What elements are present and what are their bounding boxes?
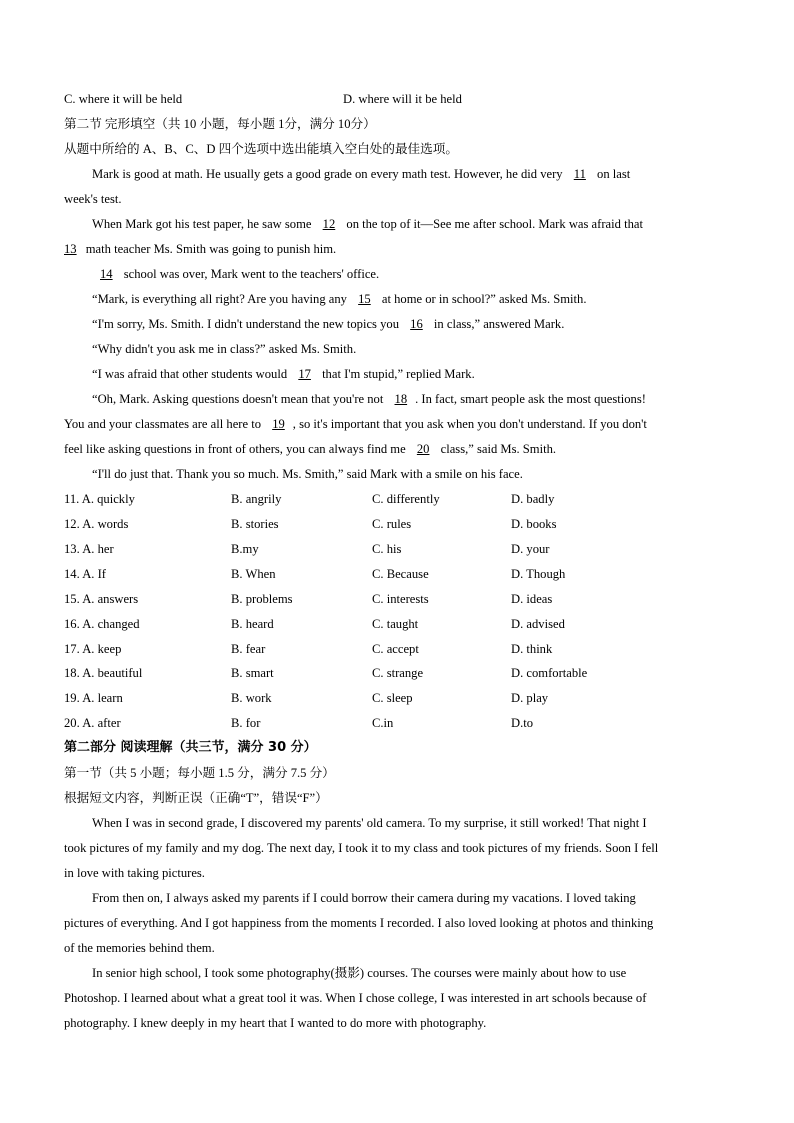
section-title: 第二节 完形填空（共 10 小题，每小题 1分，满分 10分） (64, 117, 376, 131)
option-line-top-d (343, 90, 462, 108)
question-row (64, 515, 732, 533)
option-b: B. work (231, 691, 272, 705)
reading-line: in love with taking pictures. (64, 866, 205, 880)
option-b: B.my (231, 542, 259, 556)
option-a: 12. A. words (64, 517, 129, 531)
option-a: 19. A. learn (64, 691, 123, 705)
passage-line: “I'll do just that. Thank you so much. Ms. Smith,” said Mark with a smile on his face. (92, 467, 523, 481)
reading-line: took pictures of my family and my dog. The next day, I took it to my class and took pictures of my friends. Soon I fell (64, 841, 659, 855)
option-a: 20. A. after (64, 716, 121, 730)
option-c: C. where it will be held (64, 92, 183, 106)
question-row (64, 664, 732, 682)
option-c: C. taught (372, 617, 419, 631)
option-c: C. rules (372, 517, 412, 531)
blank-17: 17 (298, 367, 311, 381)
reading-line: photography. I knew deeply in my heart that I wanted to do more with photography. (64, 1016, 487, 1030)
reading-line: of the memories behind them. (64, 941, 215, 955)
section-instruction: 从题中所给的 A、B、C、D 四个选项中选出能填入空白处的最佳选项。 (64, 142, 458, 156)
option-d: D. Though (511, 567, 566, 581)
passage-line: “Mark, is everything all right? Are you having any 15 at home or in school?” asked Ms. Smith. (92, 292, 587, 306)
option-b: B. for (231, 716, 261, 730)
option-a: 17. A. keep (64, 642, 122, 656)
option-b: B. angrily (231, 492, 282, 506)
option-line-top (64, 90, 182, 108)
question-row (64, 714, 732, 732)
question-row (64, 640, 732, 658)
blank-19: 19 (272, 417, 285, 431)
option-d: D. think (511, 642, 553, 656)
passage-line: You and your classmates are all here to 19 , so it's important that you ask when you don't understand. If you don't (64, 417, 647, 431)
option-d: D.to (511, 716, 534, 730)
passage-line: Mark is good at math. He usually gets a good grade on every math test. However, he did very 11 on last (92, 167, 631, 181)
option-c: C. strange (372, 666, 424, 680)
option-b: B. heard (231, 617, 274, 631)
option-c: C.in (372, 716, 394, 730)
question-row (64, 565, 732, 583)
section-title: 第一节（共 5 小题；每小题 1.5 分，满分 7.5 分） (64, 766, 335, 780)
passage-line: “I'm sorry, Ms. Smith. I didn't understand the new topics you 16 in class,” answered Mark. (92, 317, 565, 331)
reading-line: When I was in second grade, I discovered my parents' old camera. To my surprise, it still worked! That night I (92, 816, 647, 830)
option-d: D. books (511, 517, 557, 531)
passage-line: feel like asking questions in front of others, you can always find me 20 class,” said Ms. Smith. (64, 442, 557, 456)
option-c: C. Because (372, 567, 429, 581)
question-row (64, 590, 732, 608)
blank-20: 20 (416, 442, 430, 456)
reading-line: From then on, I always asked my parents if I could borrow their camera during my vacations. I loved taking (92, 891, 636, 905)
option-a: 14. A. If (64, 567, 106, 581)
option-d: D. badly (511, 492, 555, 506)
option-c: C. interests (372, 592, 429, 606)
option-d: D. advised (511, 617, 565, 631)
option-a: 16. A. changed (64, 617, 140, 631)
option-b: B. When (231, 567, 276, 581)
option-b: B. problems (231, 592, 293, 606)
passage-line: week's test. (64, 192, 122, 206)
option-b: B. stories (231, 517, 279, 531)
option-a: 11. A. quickly (64, 492, 135, 506)
option-d: D. your (511, 542, 550, 556)
option-b: B. fear (231, 642, 266, 656)
blank-12: 12 (322, 217, 336, 231)
passage-line: 14 school was over, Mark went to the teachers' office. (92, 265, 379, 283)
section-instruction: 根据短文内容，判断正误（正确“T”，错误“F”） (64, 791, 328, 805)
passage-line: 13 math teacher Ms. Smith was going to punish him. (64, 242, 337, 256)
blank-13: 13 (64, 242, 77, 256)
option-c: C. differently (372, 492, 440, 506)
passage-line: “Why didn't you ask me in class?” asked Ms. Smith. (92, 342, 357, 356)
blank-11: 11 (573, 167, 586, 181)
option-c: C. accept (372, 642, 419, 656)
option-d: D. comfortable (511, 666, 588, 680)
option-d: D. play (511, 691, 549, 705)
passage-line: “I was afraid that other students would 17 that I'm stupid,” replied Mark. (92, 367, 475, 381)
blank-14: 14 (100, 267, 113, 281)
blank-15: 15 (358, 292, 371, 306)
option-a: 13. A. her (64, 542, 114, 556)
question-row (64, 615, 732, 633)
option-d: D. where will it be held (343, 92, 462, 106)
reading-line: pictures of everything. And I got happiness from the moments I recorded. I also loved looking at photos and thinking (64, 916, 654, 930)
part-title: 第二部分 阅读理解（共三节，满分 30 分） (64, 740, 317, 755)
question-row (64, 490, 732, 508)
option-b: B. smart (231, 666, 274, 680)
blank-18: 18 (394, 392, 408, 406)
option-a: 15. A. answers (64, 592, 139, 606)
option-c: C. sleep (372, 691, 413, 705)
option-d: D. ideas (511, 592, 553, 606)
reading-line: In senior high school, I took some photography(摄影) courses. The courses were mainly about how to use (92, 966, 627, 980)
option-c: C. his (372, 542, 402, 556)
question-row (64, 540, 732, 558)
passage-line: When Mark got his test paper, he saw some 12 on the top of it—See me after school. Mark was afraid that (92, 217, 643, 231)
reading-line: Photoshop. I learned about what a great tool it was. When I chose college, I was interested in art schools because of (64, 991, 647, 1005)
question-row (64, 689, 732, 707)
passage-line: “Oh, Mark. Asking questions doesn't mean that you're not 18 . In fact, smart people ask the most questions! (92, 392, 646, 406)
option-a: 18. A. beautiful (64, 666, 143, 680)
blank-16: 16 (410, 317, 423, 331)
